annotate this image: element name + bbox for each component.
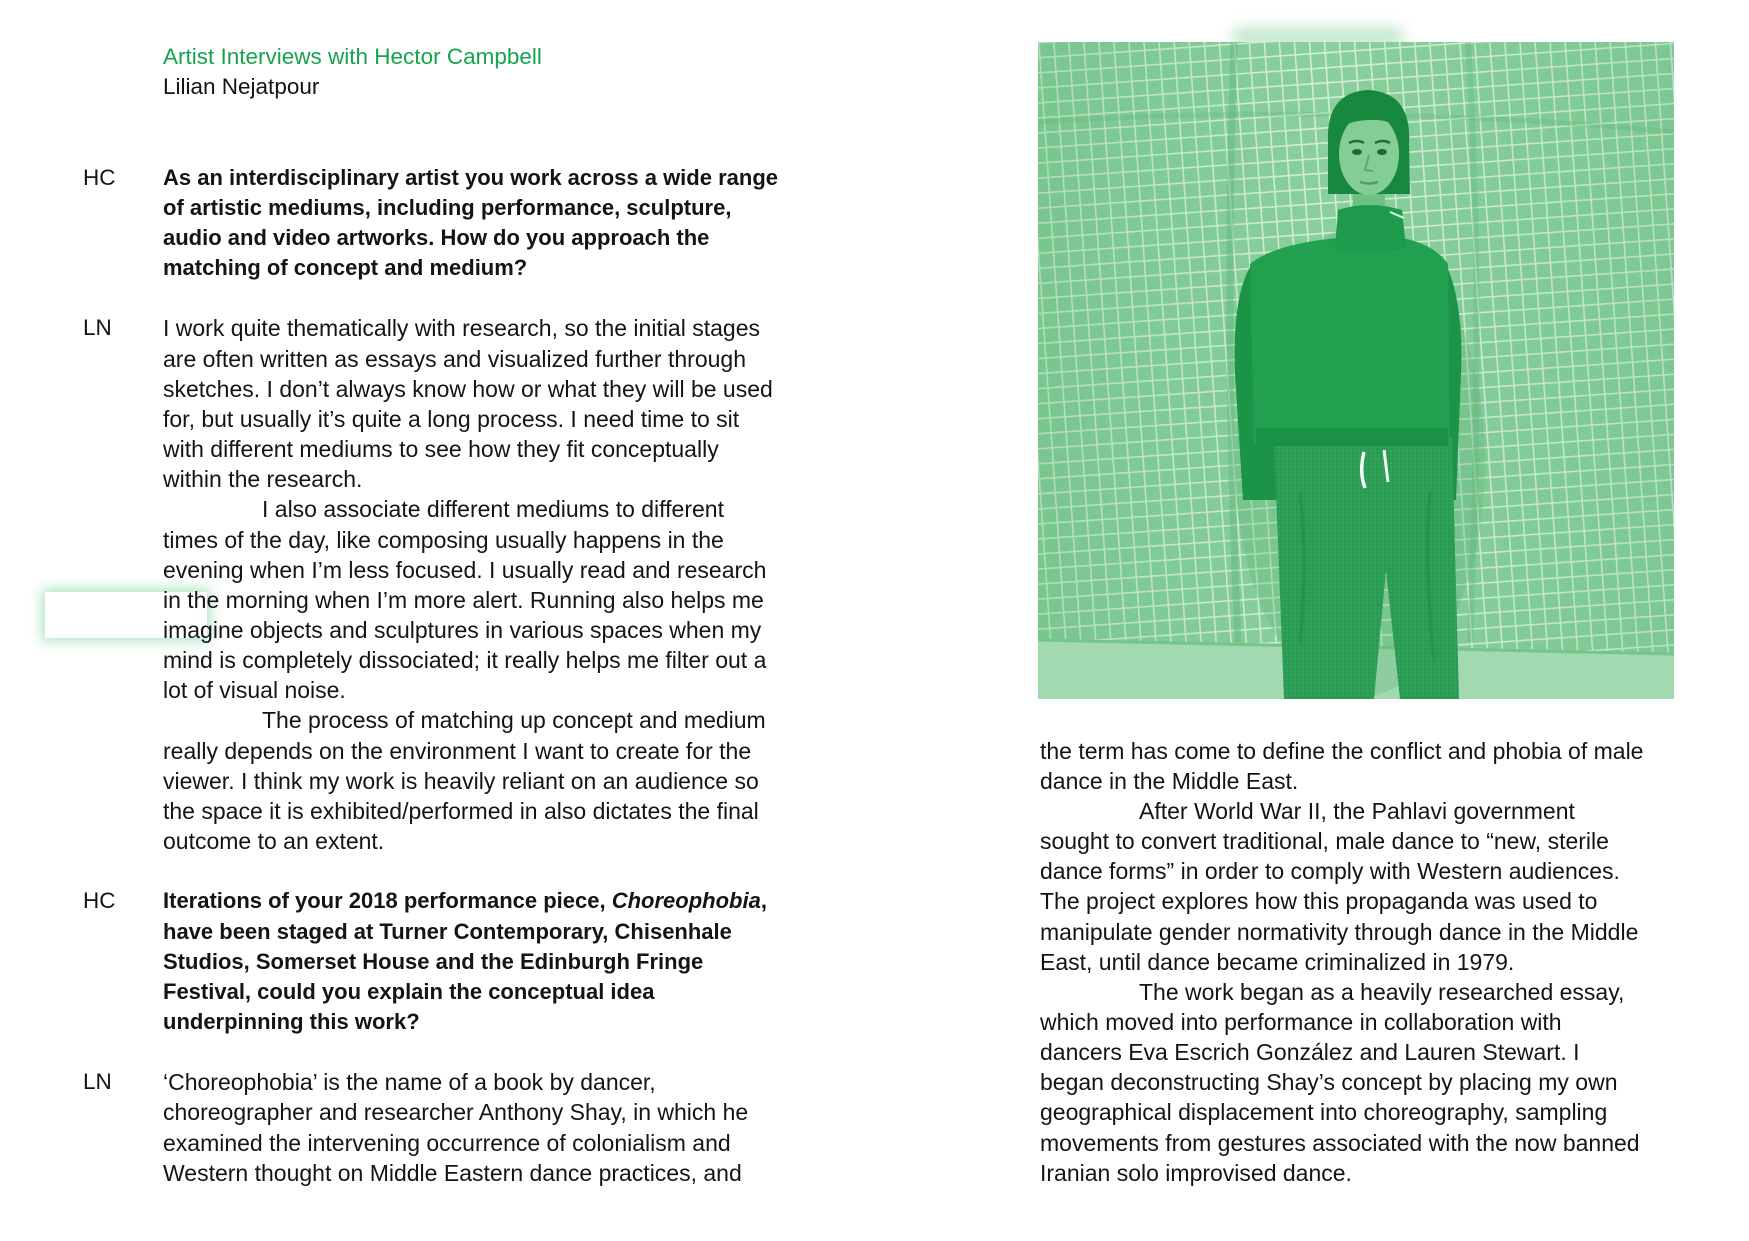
text-line: audio and video artworks. How do you approach the: [163, 225, 710, 250]
text-line: for, but usually it’s quite a long process. I need time to sit: [163, 405, 740, 432]
text-line: imagine objects and sculptures in various spaces when my: [163, 617, 762, 644]
answer-text: [163, 1067, 980, 1188]
text-line: Western thought on Middle Eastern dance practices, and: [163, 1159, 742, 1186]
text-segment: ,: [760, 888, 767, 914]
text-line: viewer. I think my work is heavily reliant on an audience so: [163, 767, 759, 794]
text-line: in the morning when I’m more alert. Running also helps me: [163, 586, 764, 613]
text-line: times of the day, like composing usually happens in the: [163, 526, 724, 553]
text-line: ‘Choreophobia’ is the name of a book by dancer,: [163, 1069, 656, 1096]
text-line: the term has come to define the conflict and phobia of male: [1040, 737, 1644, 764]
text-line: sketches. I don’t always know how or what they will be used: [163, 375, 773, 402]
text-line: outcome to an extent.: [163, 828, 385, 855]
question-text: [163, 163, 980, 284]
question-text: [163, 886, 980, 1037]
answer-text: [163, 313, 980, 856]
text-line: examined the intervening occurrence of colonialism and: [163, 1129, 731, 1156]
interview-answer-block: [0, 313, 980, 856]
text-line: matching of concept and medium?: [163, 255, 528, 281]
text-line: I work quite thematically with research, so the initial stages: [163, 315, 760, 342]
interview-answer-block: [0, 1067, 980, 1188]
text-line: East, until dance became criminalized in 1979.: [1040, 948, 1515, 975]
text-line: of artistic mediums, including performance, sculpture,: [163, 194, 732, 220]
text-line: geographical displacement into choreography, sampling: [1040, 1099, 1608, 1126]
series-title: Artist Interviews with Hector Campbell: [163, 44, 542, 69]
interview-question-block: [0, 163, 980, 284]
text-line: After World War II, the Pahlavi government: [1139, 797, 1575, 824]
text-line: are often written as essays and visualized further through: [163, 345, 746, 372]
text-line: evening when I’m less focused. I usually read and research: [163, 556, 767, 583]
speaker-label: HC: [83, 164, 116, 190]
text-line: The project explores how this propaganda was used to: [1040, 888, 1598, 915]
work-title-emphasis: Choreophobia: [611, 888, 761, 914]
speaker-label: HC: [83, 888, 116, 914]
text-line: began deconstructing Shay’s concept by placing my own: [1040, 1069, 1618, 1096]
text-line: really depends on the environment I want to create for the: [163, 737, 752, 764]
text-line: with different mediums to see how they fit conceptually: [163, 436, 719, 463]
text-line: The process of matching up concept and medium: [262, 707, 766, 734]
text-line: have been staged at Turner Contemporary, Chisenhale: [163, 918, 732, 944]
text-line: Studios, Somerset House and the Edinburgh Fringe: [163, 948, 704, 974]
text-line: underpinning this work?: [163, 1009, 420, 1035]
text-line: which moved into performance in collaboration with: [1040, 1009, 1562, 1035]
text-line: [163, 886, 980, 916]
text-line: dancers Eva Escrich González and Lauren Stewart. I: [1040, 1039, 1580, 1066]
text-line: dance forms” in order to comply with Western audiences.: [1040, 858, 1620, 885]
artist-portrait-photo: [1038, 42, 1674, 699]
speaker-label: LN: [83, 315, 112, 341]
text-line: I also associate different mediums to different: [262, 496, 724, 523]
text-line: within the research.: [163, 466, 363, 493]
text-line: sought to convert traditional, male dance to “new, sterile: [1040, 828, 1609, 855]
text-line: As an interdisciplinary artist you work across a wide range: [163, 164, 778, 190]
text-line: mind is completely dissociated; it really helps me filter out a: [163, 647, 767, 674]
interview-left-column: [0, 163, 980, 1218]
speaker-label: LN: [83, 1069, 112, 1095]
interview-right-column: [1040, 736, 1643, 1188]
artist-name: Lilian Nejatpour: [163, 74, 320, 100]
text-line: choreographer and researcher Anthony Shay, in which he: [163, 1099, 749, 1126]
text-line: lot of visual noise.: [163, 677, 346, 704]
text-line: dance in the Middle East.: [1040, 767, 1299, 794]
text-line: Iranian solo improvised dance.: [1040, 1159, 1352, 1186]
interview-question-block: [0, 886, 980, 1037]
article-header: [163, 42, 542, 102]
text-line: The work began as a heavily researched essay,: [1139, 978, 1625, 1005]
text-line: movements from gestures associated with the now banned: [1040, 1129, 1640, 1156]
text-line: the space it is exhibited/performed in also dictates the final: [163, 797, 759, 824]
text-line: Festival, could you explain the conceptual idea: [163, 978, 655, 1004]
text-line: manipulate gender normativity through dance in the Middle: [1040, 918, 1639, 945]
text-segment: Iterations of your 2018 performance piece,: [163, 888, 612, 914]
